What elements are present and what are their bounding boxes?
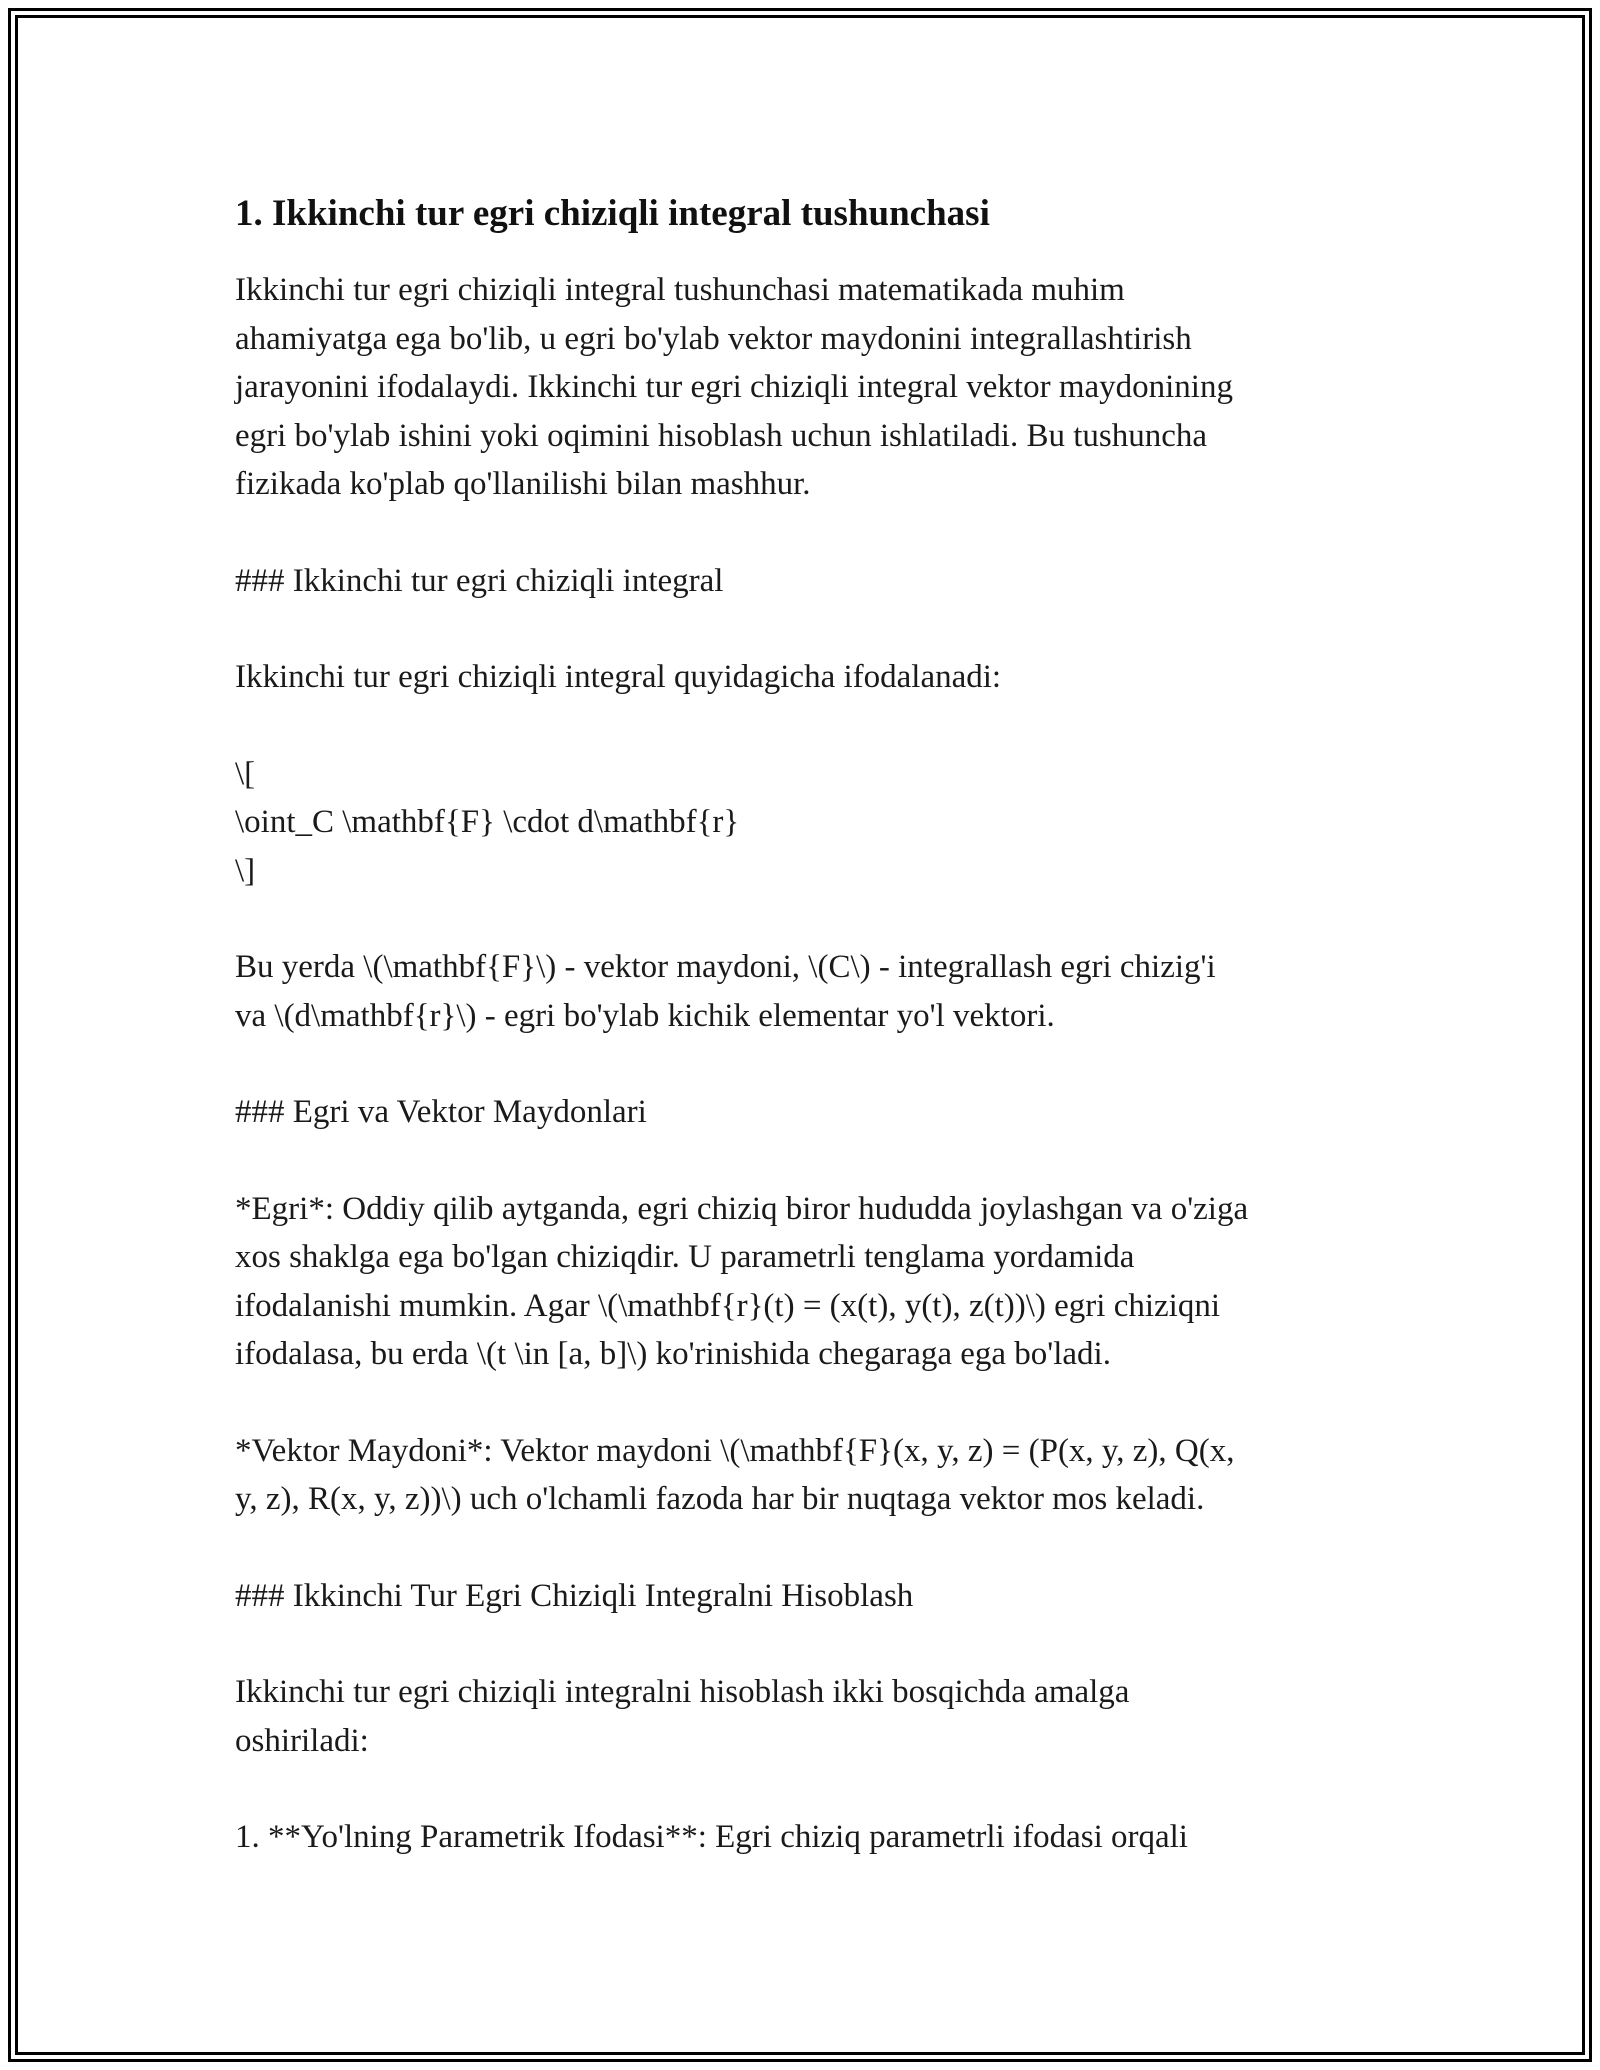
text-line: ### Egri va Vektor Maydonlari <box>235 1094 647 1130</box>
text-line: *Vektor Maydoni*: Vektor maydoni \(\mathbf{F}(x, y, z) = (P(x, y, z), Q(x, <box>235 1432 1235 1469</box>
text-line: *Egri*: Oddiy qilib aytganda, egri chiziq biror hududda joylashgan va o'ziga <box>235 1190 1249 1227</box>
text-line: va \(d\mathbf{r}\) - egri bo'ylab kichik elementar yo'l vektori. <box>235 997 1055 1034</box>
text-line: \] <box>235 852 256 889</box>
text-line: Bu yerda \(\mathbf{F}\) - vektor maydoni, \(C\) - integrallash egri chizig'i <box>235 949 1216 985</box>
section-heading: 1. Ikkinchi tur egri chiziqli integral tushunchasi <box>235 193 990 234</box>
text-line: oshiriladi: <box>235 1722 369 1759</box>
text-line: ahamiyatga ega bo'lib, u egri bo'ylab vektor maydonini integrallashtirish <box>235 320 1192 357</box>
text-line: ifodalasa, bu erda \(t \in [a, b]\) ko'rinishida chegaraga ega bo'ladi. <box>235 1336 1111 1372</box>
text-line: ### Ikkinchi Tur Egri Chiziqli Integralni Hisoblash <box>235 1577 914 1614</box>
paragraph-where <box>235 943 1365 1040</box>
text-line: y, z), R(x, y, z))\) uch o'lchamli fazoda har bir nuqtaga vektor mos keladi. <box>235 1481 1205 1517</box>
paragraph-subheading-compute <box>235 1572 1365 1621</box>
paragraph-egri-def <box>235 1185 1365 1379</box>
paragraph-subheading-integral <box>235 557 1365 606</box>
text-line: fizikada ko'plab qo'llanilishi bilan mashhur. <box>235 466 811 502</box>
text-line: \oint_C \mathbf{F} \cdot d\mathbf{r} <box>235 804 740 840</box>
text-line: jarayonini ifodalaydi. Ikkinchi tur egri chiziqli integral vektor maydonining <box>235 369 1233 405</box>
text-line: ifodalanishi mumkin. Agar \(\mathbf{r}(t) = (x(t), y(t), z(t))\) egri chiziqni <box>235 1287 1221 1324</box>
paragraph-vector-field-def <box>235 1427 1365 1524</box>
paragraph-formula <box>235 750 1365 896</box>
paragraph-two-stages <box>235 1668 1365 1765</box>
document-body <box>235 188 1365 1910</box>
paragraph-subheading-fields <box>235 1088 1365 1137</box>
text-line: Ikkinchi tur egri chiziqli integral tushunchasi matematikada muhim <box>235 272 1125 308</box>
text-line: \[ <box>235 755 256 792</box>
paragraph-list <box>235 266 1365 1862</box>
paragraph-intro <box>235 266 1365 509</box>
text-line: egri bo'ylab ishini yoki oqimini hisoblash uchun ishlatiladi. Bu tushuncha <box>235 417 1208 454</box>
text-line: 1. **Yo'lning Parametrik Ifodasi**: Egri chiziq parametrli ifodasi orqali <box>235 1819 1188 1855</box>
text-line: Ikkinchi tur egri chiziqli integral quyidagicha ifodalanadi: <box>235 659 1002 695</box>
text-line: xos shaklga ega bo'lgan chiziqdir. U parametrli tenglama yordamida <box>235 1239 1135 1275</box>
text-line: Ikkinchi tur egri chiziqli integralni hisoblash ikki bosqichda amalga <box>235 1674 1130 1710</box>
text-line: ### Ikkinchi tur egri chiziqli integral <box>235 562 724 599</box>
paragraph-step-1 <box>235 1813 1365 1862</box>
paragraph-expressed-as <box>235 653 1365 702</box>
